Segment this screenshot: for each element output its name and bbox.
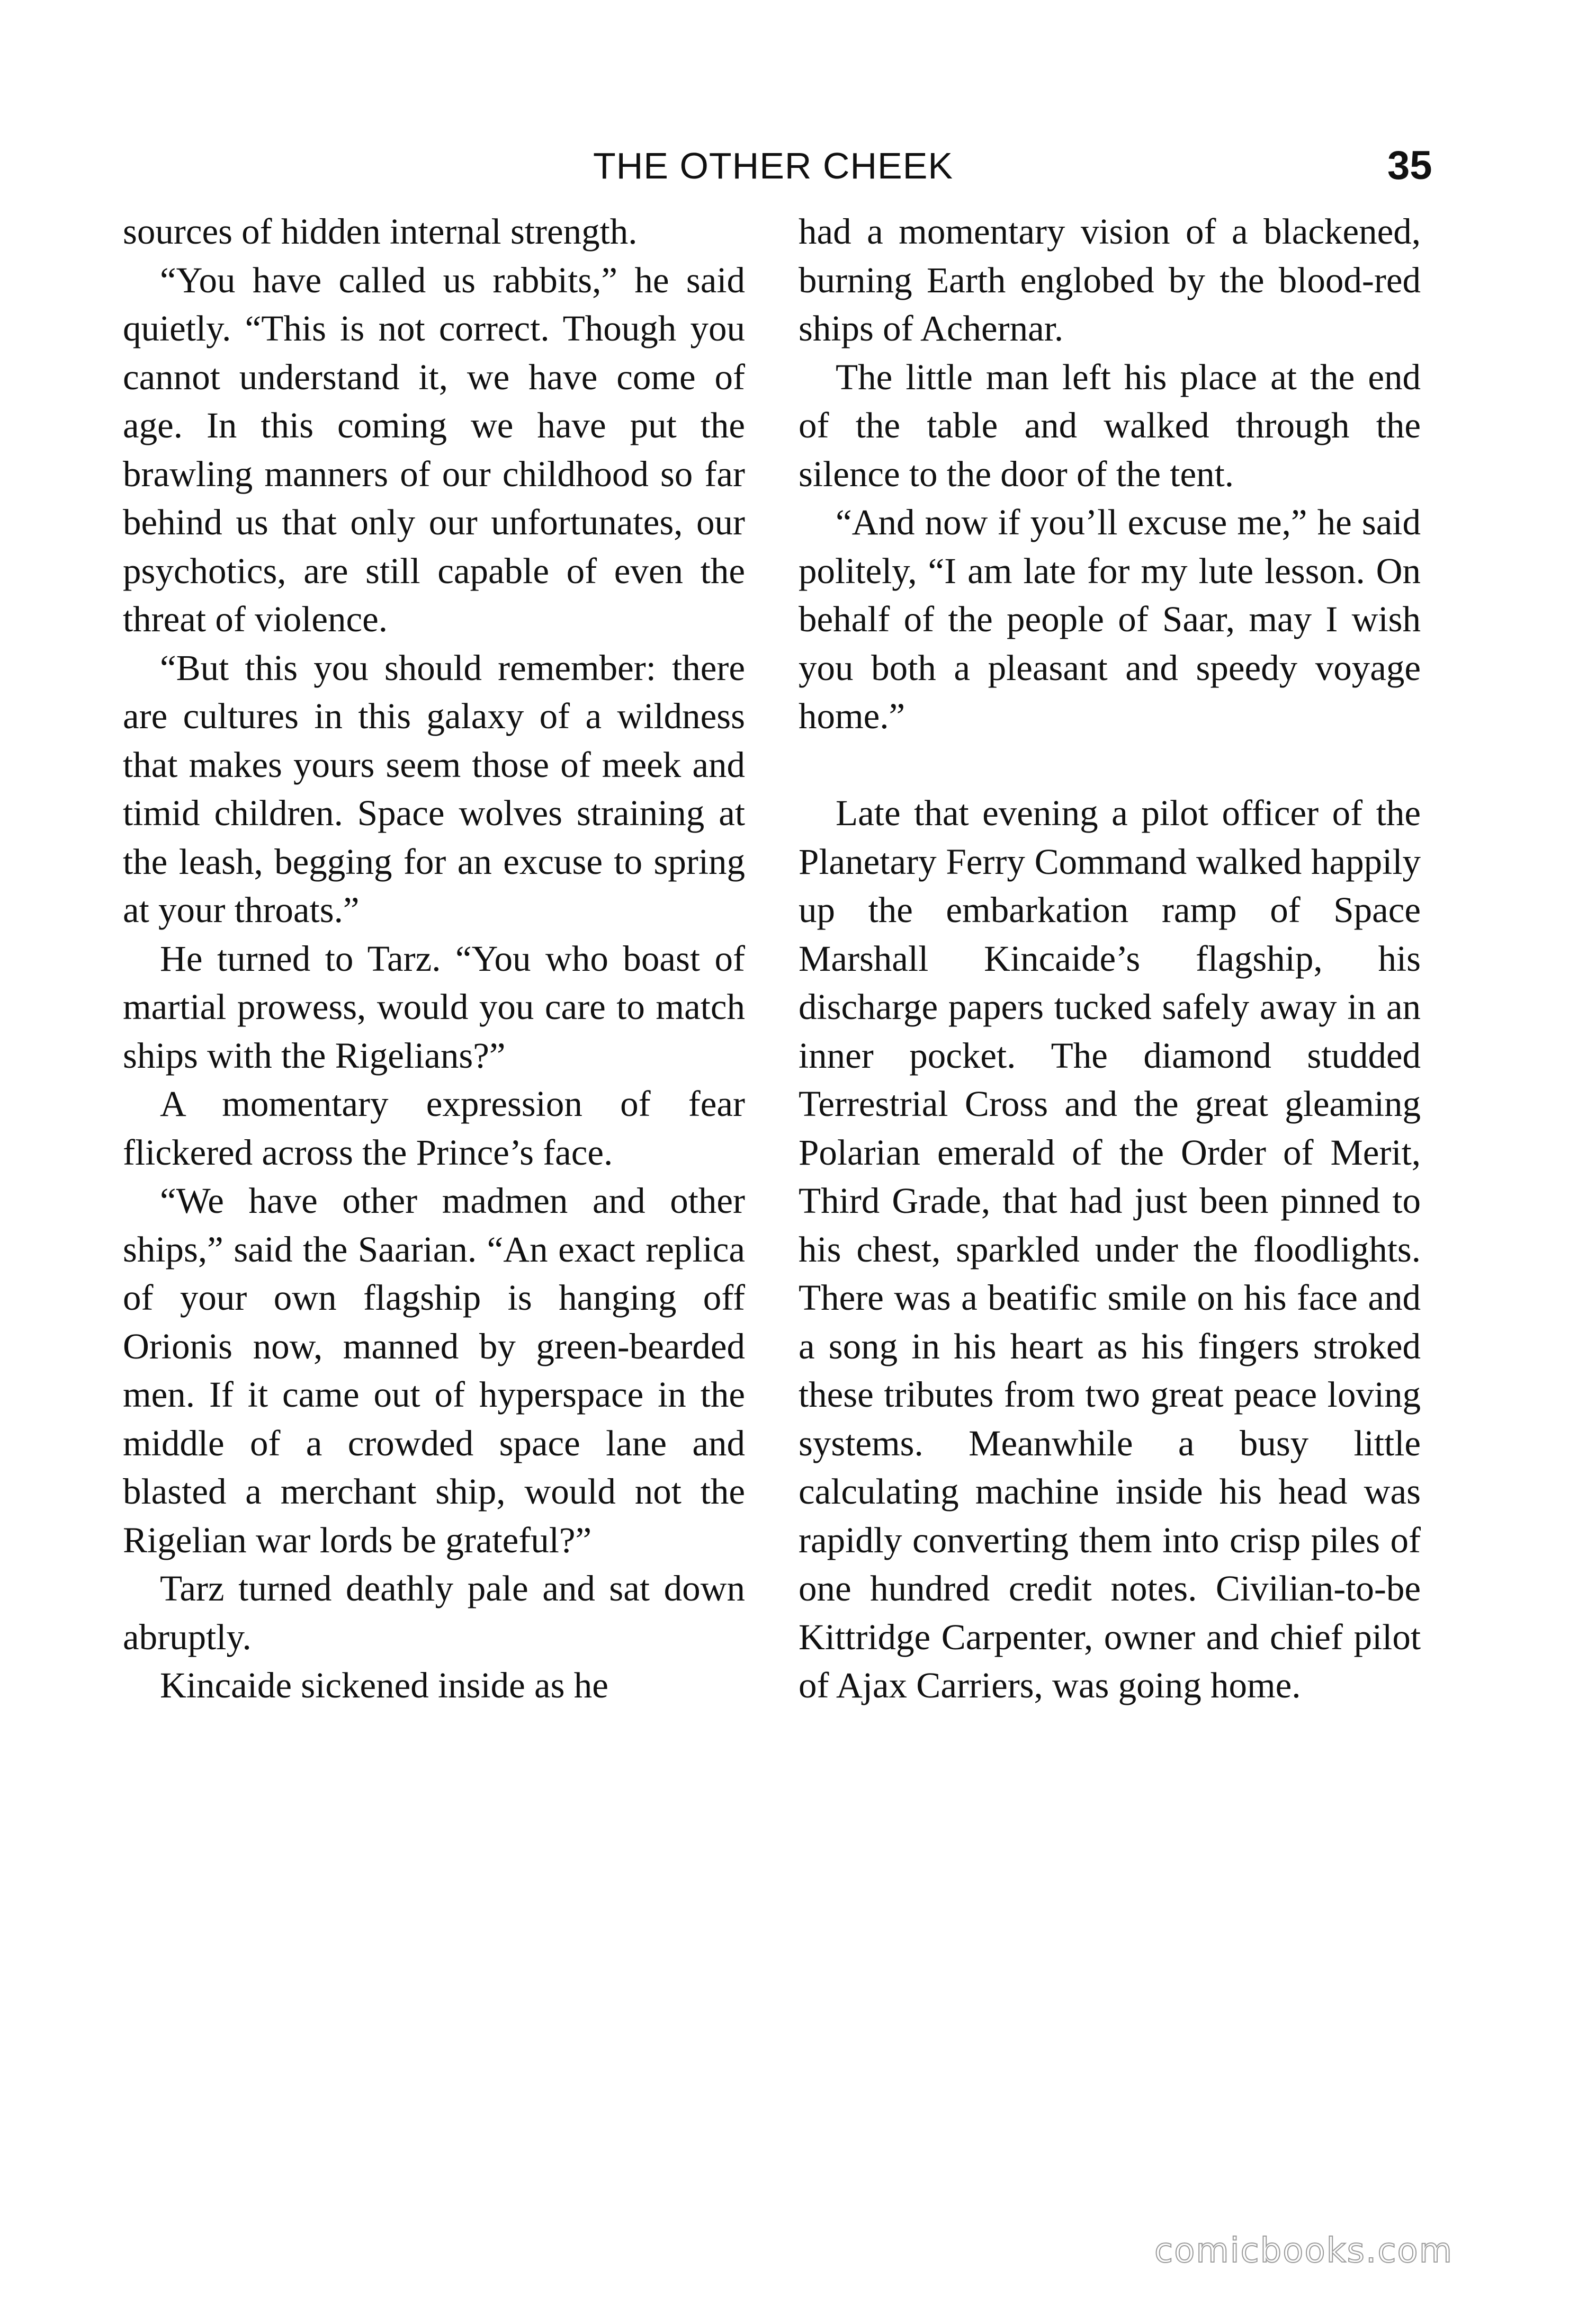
paragraph: “You have called us rabbits,” he said quietly. “This is not correct. Though you cannot understand it, we have come of age. In this coming we have put the brawling manners of our childhood so far behind us that only our unfortunates, our psychotics, are still capable of even the threat of violence. [123, 260, 745, 639]
paragraph: A momentary expression of fear flickered across the Prince’s face. [123, 1084, 745, 1173]
paragraph: “And now if you’ll excuse me,” he said politely, “I am late for my lute lesson. On behalf of the people of Saar, may I wish you both a pleasant and speedy voyage home.” [799, 502, 1421, 736]
left-column [123, 208, 745, 1710]
paragraph: He turned to Tarz. “You who boast of martial prowess, would you care to match ships with the Rigelians?” [123, 938, 745, 1076]
paragraph: had a momentary vision of a blackened, burning Earth englobed by the blood-red ships of Achernar. [799, 211, 1421, 348]
paragraph: The little man left his place at the end of the table and walked through the silence to the door of the tent. [799, 356, 1421, 494]
paragraph: “But this you should remember: there are cultures in this galaxy of a wildness that makes yours seem those of meek and timid children. Space wolves straining at the leash, begging for an excuse to spring at your throats.” [123, 647, 745, 930]
paragraph: Tarz turned deathly pale and sat down abruptly. [123, 1568, 745, 1657]
running-head [0, 142, 1578, 190]
page-number: 35 [1387, 143, 1432, 188]
paragraph: sources of hidden internal strength. [123, 211, 638, 252]
paragraph: Late that evening a pilot officer of the Planetary Ferry Command walked happily up the embarkation ramp of Space Marshall Kincaide’s flagship, his discharge papers tucked safely away in an inner pocket. The diamond studded Terrestrial Cross and the great gleaming Polarian emerald of the Order of Merit, Third Grade, that had just been pinned to his chest, sparkled under the floodlights. There was a beatific smile on his face and a song in his heart as his fingers stroked these tributes from two great peace loving systems. Meanwhile a busy little calculating machine inside his head was rapidly converting them into crisp piles of one hundred credit notes. Civilian-to-be Kittridge Carpenter, owner and chief pilot of Ajax Carriers, was going home. [799, 793, 1421, 1705]
paragraph: Kincaide sickened inside as he [160, 1665, 608, 1705]
watermark-logo: comicbooks.com [1154, 2231, 1454, 2271]
running-title: THE OTHER CHEEK [593, 145, 954, 186]
paragraph: “We have other madmen and other ships,” said the Saarian. “An exact replica of your own flagship is hanging off Orionis now, manned by green-bearded men. If it came out of hyperspace in the middle of a crowded space lane and blasted a merchant ship, would not the Rigelian war lords be grateful?” [123, 1181, 745, 1560]
section-break [799, 741, 1421, 790]
right-column [799, 208, 1421, 1710]
